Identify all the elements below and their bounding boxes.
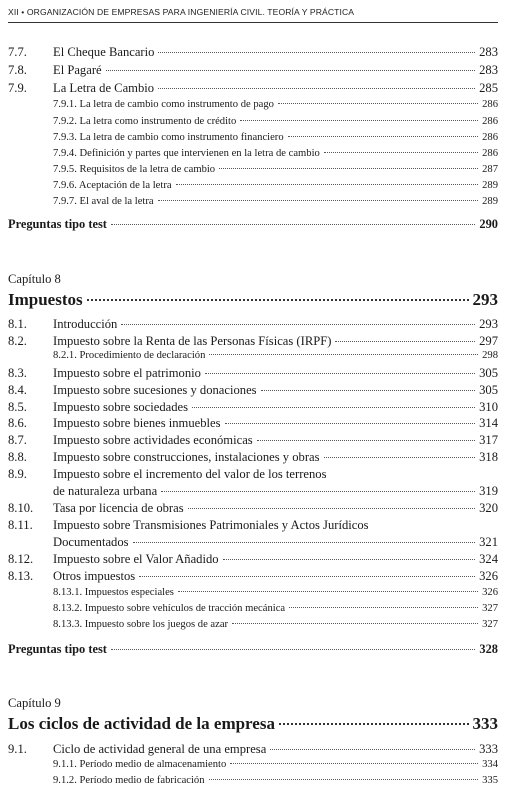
entry-page: 286 <box>482 132 498 143</box>
entry-page: 320 <box>479 501 498 515</box>
entry-number: 8.11. <box>8 518 33 532</box>
entry-title: 8.13.1. Impuestos especiales <box>53 587 174 598</box>
entry-title-continued: de naturaleza urbana <box>53 484 158 498</box>
toc-subentry[interactable] <box>8 586 498 600</box>
entry-number: 7.8. <box>8 63 27 77</box>
dot-leader <box>324 457 476 458</box>
entry-page: 287 <box>482 164 498 175</box>
entry-number: 8.10. <box>8 501 34 515</box>
entry-number: 8.8. <box>8 450 27 464</box>
entry-title: 7.9.6. Aceptación de la letra <box>53 180 172 191</box>
toc-subentry[interactable] <box>8 349 498 363</box>
entry-title: 7.9.7. El aval de la letra <box>53 196 154 207</box>
entry-page: 289 <box>482 196 498 207</box>
toc-entry[interactable] <box>8 449 498 465</box>
dot-leader <box>188 508 476 509</box>
entry-title: 7.9.5. Requisitos de la letra de cambio <box>53 164 216 175</box>
entry-page: 286 <box>482 99 498 110</box>
dot-leader <box>270 749 475 750</box>
entry-page: 327 <box>482 603 498 614</box>
toc-entry[interactable] <box>8 62 498 78</box>
chapter-title-entry[interactable] <box>8 289 498 311</box>
entry-page: 314 <box>479 416 498 430</box>
entry-title: 9.1.1. Período medio de almacenamiento <box>53 759 227 770</box>
entry-title: La Letra de Cambio <box>53 81 155 95</box>
dot-leader <box>178 591 478 592</box>
entry-number: 8.9. <box>8 467 27 481</box>
toc-entry-first-line[interactable] <box>8 517 498 533</box>
entry-number: 8.7. <box>8 433 27 447</box>
entry-title: El Cheque Bancario <box>53 45 155 59</box>
dot-leader <box>192 407 475 408</box>
toc-entry[interactable] <box>8 365 498 381</box>
entry-title: Preguntas tipo test <box>8 642 107 656</box>
entry-page: 321 <box>479 535 498 549</box>
entry-number: 8.3. <box>8 366 27 380</box>
dot-leader <box>223 559 476 560</box>
entry-title: Impuesto sobre el patrimonio <box>53 366 201 380</box>
entry-title: Impuesto sobre sucesiones y donaciones <box>53 383 257 397</box>
entry-page: 289 <box>482 180 498 191</box>
entry-page: 290 <box>479 217 498 231</box>
dot-leader <box>335 341 475 342</box>
dot-leader <box>121 324 475 325</box>
entry-number: 8.12. <box>8 552 34 566</box>
entry-title: Tasa por licencia de obras <box>53 501 184 515</box>
toc-subentry[interactable] <box>8 195 498 209</box>
entry-page: 305 <box>479 383 498 397</box>
dot-leader <box>158 200 479 201</box>
dot-leader <box>87 299 469 301</box>
toc-entry[interactable] <box>8 741 498 757</box>
entry-number: 9.1. <box>8 742 27 756</box>
entry-number: 7.7. <box>8 45 27 59</box>
entry-number: 8.6. <box>8 416 27 430</box>
dot-leader <box>324 152 478 153</box>
dot-leader <box>205 373 475 374</box>
entry-title: Impuesto sobre la Renta de las Personas Físicas (IRPF) <box>53 334 332 348</box>
dot-leader <box>158 88 475 89</box>
dot-leader <box>279 723 469 725</box>
dot-leader <box>289 607 478 608</box>
dot-leader <box>209 354 478 355</box>
chapter-label: Capítulo 8 <box>8 272 61 286</box>
entry-page: 283 <box>479 45 498 59</box>
entry-page: 327 <box>482 619 498 630</box>
toc-subentry[interactable] <box>8 602 498 616</box>
toc-entry[interactable] <box>8 415 498 431</box>
chapter-page: 333 <box>472 714 498 733</box>
entry-title-continued: Documentados <box>53 535 129 549</box>
toc-entry[interactable] <box>8 44 498 60</box>
entry-title: 8.13.3. Impuesto sobre los juegos de azar <box>53 619 229 630</box>
toc-subentry[interactable] <box>8 115 498 129</box>
toc-subentry[interactable] <box>8 758 498 772</box>
chapter-title: Impuestos <box>8 290 83 309</box>
entry-title: Introducción <box>53 317 118 331</box>
entry-title: 7.9.2. La letra como instrumento de crédito <box>53 116 237 127</box>
toc-subentry[interactable] <box>8 98 498 112</box>
chapter-title: Los ciclos de actividad de la empresa <box>8 714 275 733</box>
entry-page: 334 <box>482 759 498 770</box>
test-questions-entry[interactable] <box>8 641 498 657</box>
entry-page: 328 <box>479 642 498 656</box>
chapter-page: 293 <box>472 290 498 309</box>
dot-leader <box>106 70 476 71</box>
dot-leader <box>278 103 478 104</box>
entry-page: 297 <box>479 334 498 348</box>
entry-title: 7.9.1. La letra de cambio como instrumento de pago <box>53 99 274 110</box>
toc-entry[interactable] <box>8 432 498 448</box>
entry-page: 305 <box>479 366 498 380</box>
entry-page: 335 <box>482 775 498 786</box>
entry-title: 9.1.2. Período medio de fabricación <box>53 775 205 786</box>
toc-entry-continuation[interactable] <box>8 534 498 550</box>
entry-page: 293 <box>479 317 498 331</box>
entry-page: 286 <box>482 148 498 159</box>
toc-entry[interactable] <box>8 568 498 584</box>
dot-leader <box>133 542 476 543</box>
dot-leader <box>257 440 475 441</box>
entry-title: Preguntas tipo test <box>8 217 107 231</box>
entry-title: 7.9.3. La letra de cambio como instrumento financiero <box>53 132 284 143</box>
entry-page: 324 <box>479 552 498 566</box>
entry-number: 8.1. <box>8 317 27 331</box>
toc-entry[interactable] <box>8 551 498 567</box>
entry-title: Otros impuestos <box>53 569 136 583</box>
toc-subentry[interactable] <box>8 163 498 177</box>
dot-leader <box>111 224 476 225</box>
entry-page: 298 <box>482 350 498 361</box>
entry-title: Impuesto sobre el Valor Añadido <box>53 552 219 566</box>
toc-subentry[interactable] <box>8 618 498 632</box>
dot-leader <box>111 649 476 650</box>
toc-entry[interactable] <box>8 80 498 96</box>
toc-subentry[interactable] <box>8 179 498 193</box>
entry-title: 8.13.2. Impuesto sobre vehículos de tracción mecánica <box>53 603 286 614</box>
dot-leader <box>161 491 475 492</box>
entry-page: 318 <box>479 450 498 464</box>
chapter-label: Capítulo 9 <box>8 696 61 710</box>
toc-entry[interactable] <box>8 382 498 398</box>
toc-entry-continuation[interactable] <box>8 483 498 499</box>
toc-entry-first-line[interactable] <box>8 466 498 482</box>
entry-title: Impuesto sobre el incremento del valor de los terrenos <box>53 467 327 481</box>
dot-leader <box>219 168 478 169</box>
dot-leader <box>288 136 478 137</box>
toc-subentry[interactable] <box>8 147 498 161</box>
dot-leader <box>209 779 479 780</box>
dot-leader <box>232 623 478 624</box>
entry-number: 8.13. <box>8 569 34 583</box>
entry-title: Impuesto sobre actividades económicas <box>53 433 253 447</box>
chapter-title-entry[interactable] <box>8 713 498 735</box>
entry-page: 317 <box>479 433 498 447</box>
entry-title: 7.9.4. Definición y partes que intervienen en la letra de cambio <box>53 148 320 159</box>
entry-page: 286 <box>482 116 498 127</box>
entry-title: Impuesto sobre Transmisiones Patrimoniales y Actos Jurídicos <box>53 518 369 532</box>
entry-page: 283 <box>479 63 498 77</box>
entry-page: 319 <box>479 484 498 498</box>
entry-page: 333 <box>479 742 498 756</box>
entry-number: 8.2. <box>8 334 27 348</box>
entry-title: Impuesto sobre bienes inmuebles <box>53 416 221 430</box>
entry-page: 326 <box>482 587 498 598</box>
entry-title: Impuesto sobre construcciones, instalaciones y obras <box>53 450 320 464</box>
toc-entry[interactable] <box>8 333 498 349</box>
dot-leader <box>225 423 476 424</box>
toc-subentry[interactable] <box>8 131 498 145</box>
entry-page: 310 <box>479 400 498 414</box>
toc-entry[interactable] <box>8 399 498 415</box>
entry-number: 8.4. <box>8 383 27 397</box>
entry-page: 326 <box>479 569 498 583</box>
entry-title: 8.2.1. Procedimiento de declaración <box>53 350 206 361</box>
toc-subentry[interactable] <box>8 774 498 788</box>
entry-title: Ciclo de actividad general de una empresa <box>53 742 267 756</box>
test-questions-entry[interactable] <box>8 216 498 232</box>
dot-leader <box>261 390 476 391</box>
entry-title: El Pagaré <box>53 63 102 77</box>
toc-entry[interactable] <box>8 500 498 516</box>
dot-leader <box>176 184 479 185</box>
toc-entry[interactable] <box>8 316 498 332</box>
entry-number: 8.5. <box>8 400 27 414</box>
entry-page: 285 <box>479 81 498 95</box>
entry-number: 7.9. <box>8 81 27 95</box>
dot-leader <box>230 763 478 764</box>
running-header: XII • ORGANIZACIÓN DE EMPRESAS PARA INGENIERÍA CIVIL. TEORÍA Y PRÁCTICA <box>8 5 498 23</box>
dot-leader <box>240 120 478 121</box>
entry-title: Impuesto sobre sociedades <box>53 400 188 414</box>
dot-leader <box>158 52 475 53</box>
dot-leader <box>139 576 475 577</box>
